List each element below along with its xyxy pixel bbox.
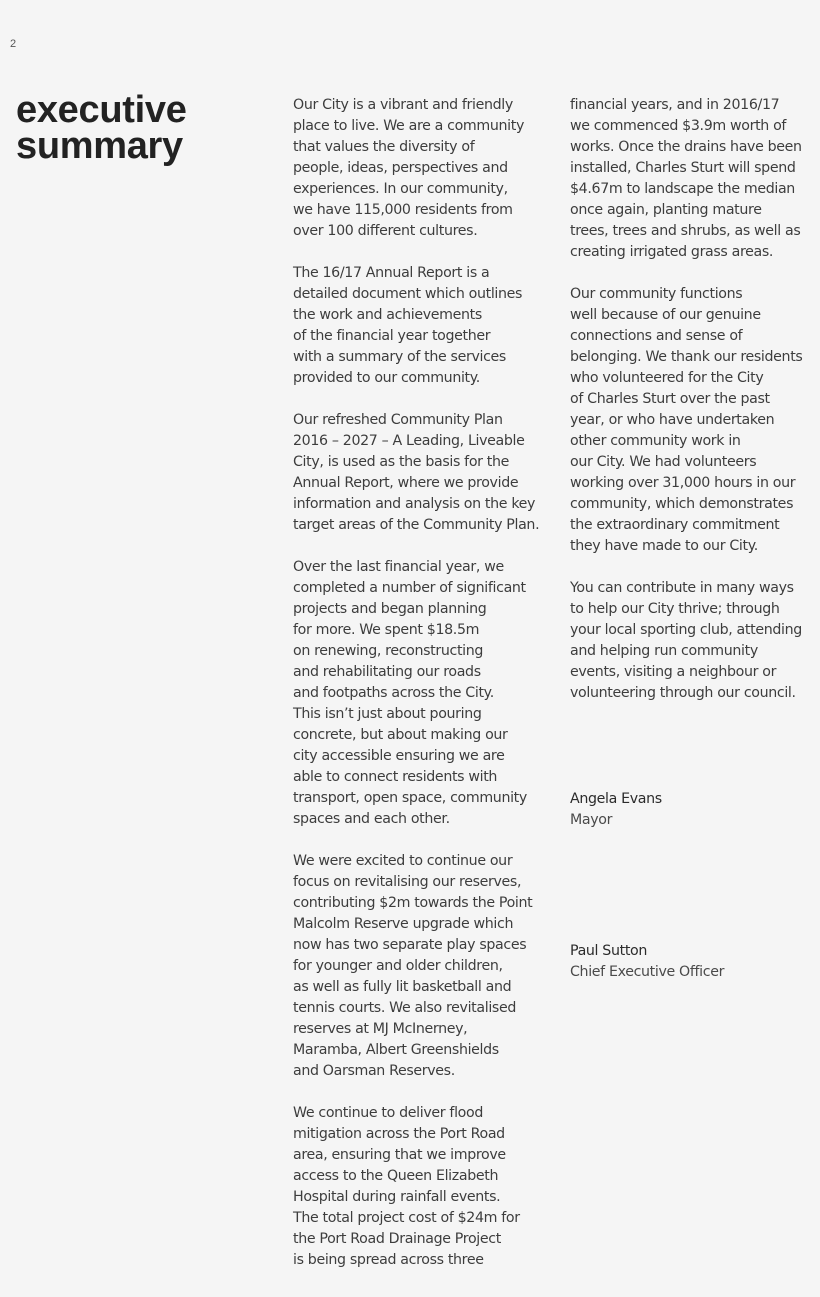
body-paragraph [293,95,553,242]
paragraph-line: belonging. We thank our residents [570,349,803,365]
paragraph-line: We continue to deliver flood [293,1105,483,1121]
paragraph-line: We were excited to continue our [293,853,513,869]
paragraph-line: connections and sense of [570,328,743,344]
paragraph-line: concrete, but about making our [293,727,508,743]
paragraph-line: working over 31,000 hours in our [570,475,796,491]
body-paragraph [570,95,820,263]
paragraph-line: we have 115,000 residents from [293,202,513,218]
body-paragraph [293,851,553,1082]
paragraph-line: financial years, and in 2016/17 [570,97,780,113]
paragraph-line: Our refreshed Community Plan [293,412,503,428]
paragraph-line: spaces and each other. [293,811,450,827]
paragraph-line: of the financial year together [293,328,491,344]
paragraph-line: community, which demonstrates [570,496,794,512]
paragraph-line: people, ideas, perspectives and [293,160,508,176]
paragraph-line: focus on revitalising our reserves, [293,874,522,890]
paragraph-line: and helping run community [570,643,758,659]
paragraph-line: Over the last financial year, we [293,559,504,575]
paragraph-line: events, visiting a neighbour or [570,664,777,680]
paragraph-line: This isn’t just about pouring [293,706,482,722]
paragraph-line: other community work in [570,433,741,449]
paragraph-line: transport, open space, community [293,790,527,806]
paragraph-line: $4.67m to landscape the median [570,181,795,197]
paragraph-line: Our community functions [570,286,743,302]
paragraph-line: The 16/17 Annual Report is a [293,265,490,281]
signature-block-mayor [570,789,810,831]
paragraph-line: once again, planting mature [570,202,762,218]
paragraph-line: city accessible ensuring we are [293,748,505,764]
paragraph-line: Maramba, Albert Greenshields [293,1042,499,1058]
paragraph-line: 2016 – 2027 – A Leading, Liveable [293,433,525,449]
paragraph-line: You can contribute in many ways [570,580,794,596]
paragraph-line: The total project cost of $24m for [293,1210,520,1226]
paragraph-line: and Oarsman Reserves. [293,1063,455,1079]
paragraph-line: experiences. In our community, [293,181,508,197]
paragraph-line: your local sporting club, attending [570,622,802,638]
paragraph-line: projects and began planning [293,601,487,617]
page-number: 2 [10,38,17,50]
paragraph-line: is being spread across three [293,1252,484,1268]
paragraph-line: Our City is a vibrant and friendly [293,97,513,113]
paragraph-line: installed, Charles Sturt will spend [570,160,796,176]
paragraph-line: who volunteered for the City [570,370,764,386]
paragraph-line: area, ensuring that we improve [293,1147,506,1163]
paragraph-line: as well as fully lit basketball and [293,979,512,995]
paragraph-line: able to connect residents with [293,769,498,785]
paragraph-line: well because of our genuine [570,307,761,323]
paragraph-line: year, or who have undertaken [570,412,775,428]
paragraph-line: Malcolm Reserve upgrade which [293,916,514,932]
paragraph-line: for younger and older children, [293,958,503,974]
body-paragraph [293,410,553,536]
signer-role: Mayor [570,812,613,828]
paragraph-line: information and analysis on the key [293,496,536,512]
paragraph-line: the Port Road Drainage Project [293,1231,501,1247]
paragraph-line: reserves at MJ McInerney, [293,1021,468,1037]
paragraph-line: trees, trees and shrubs, as well as [570,223,801,239]
paragraph-line: our City. We had volunteers [570,454,757,470]
body-column-right [570,95,820,725]
paragraph-line: mitigation across the Port Road [293,1126,505,1142]
body-paragraph [570,578,820,704]
paragraph-line: works. Once the drains have been [570,139,802,155]
signer-role: Chief Executive Officer [570,964,725,980]
paragraph-line: on renewing, reconstructing [293,643,484,659]
paragraph-line: access to the Queen Elizabeth [293,1168,499,1184]
paragraph-line: place to live. We are a community [293,118,525,134]
signer-name: Angela Evans [570,791,662,807]
paragraph-line: they have made to our City. [570,538,758,554]
body-paragraph [293,263,553,389]
paragraph-line: Hospital during rainfall events. [293,1189,501,1205]
paragraph-line: Annual Report, where we provide [293,475,519,491]
signature-block-ceo [570,941,810,983]
paragraph-line: and footpaths across the City. [293,685,494,701]
paragraph-line: we commenced $3.9m worth of [570,118,787,134]
paragraph-line: volunteering through our council. [570,685,796,701]
body-paragraph [293,1103,553,1271]
paragraph-line: that values the diversity of [293,139,475,155]
paragraph-line: completed a number of significant [293,580,526,596]
page-title-line: summary [16,125,183,167]
paragraph-line: the extraordinary commitment [570,517,780,533]
paragraph-line: creating irrigated grass areas. [570,244,774,260]
paragraph-line: of Charles Sturt over the past [570,391,770,407]
paragraph-line: now has two separate play spaces [293,937,527,953]
paragraph-line: detailed document which outlines [293,286,523,302]
paragraph-line: tennis courts. We also revitalised [293,1000,517,1016]
body-paragraph [293,557,553,830]
body-paragraph [570,284,820,557]
page-title [16,89,187,167]
paragraph-line: to help our City thrive; through [570,601,780,617]
page-title-line: executive [16,89,187,131]
paragraph-line: the work and achievements [293,307,482,323]
signer-name: Paul Sutton [570,943,648,959]
paragraph-line: provided to our community. [293,370,480,386]
paragraph-line: over 100 different cultures. [293,223,478,239]
paragraph-line: target areas of the Community Plan. [293,517,540,533]
paragraph-line: City, is used as the basis for the [293,454,510,470]
body-column-left [293,95,553,1292]
paragraph-line: contributing $2m towards the Point [293,895,533,911]
paragraph-line: with a summary of the services [293,349,506,365]
paragraph-line: and rehabilitating our roads [293,664,481,680]
paragraph-line: for more. We spent $18.5m [293,622,480,638]
